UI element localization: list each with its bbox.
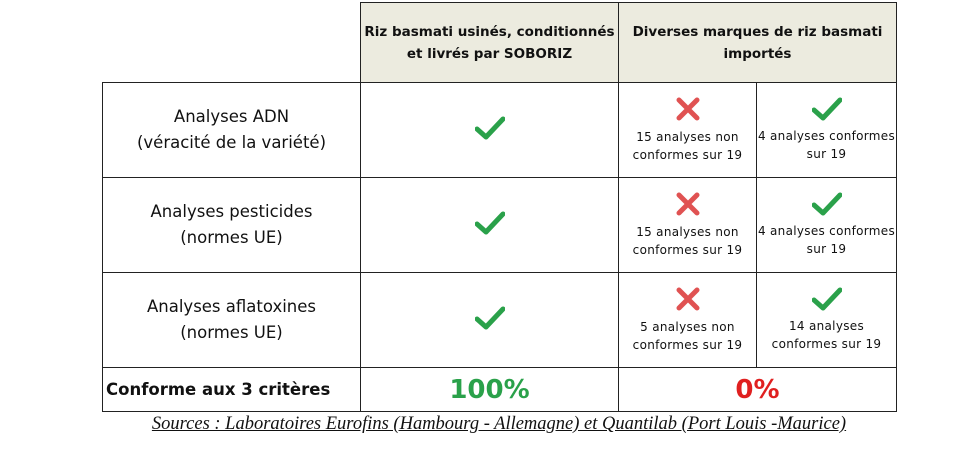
check-icon: [475, 116, 505, 140]
result-note-line-2: conformes sur 19: [632, 148, 743, 162]
table-row: [103, 273, 897, 368]
result-note-line-1: 15 analyses non: [636, 225, 739, 239]
imported-percentage: 0%: [619, 368, 897, 412]
cross-icon: [675, 191, 701, 217]
row-label: [103, 178, 361, 273]
check-icon: [812, 192, 842, 216]
result-note-line-1: 4 analyses conformes: [757, 129, 896, 143]
imported-conform-cell: [757, 83, 897, 178]
imported-nonconform-cell: [619, 178, 757, 273]
header-empty-cell: [103, 3, 361, 83]
table-row: [103, 83, 897, 178]
check-icon: [475, 306, 505, 330]
row-label-line-1: Analyses ADN: [173, 107, 290, 126]
footer-row: [103, 368, 897, 412]
result-note-line-1: 15 analyses non: [636, 130, 739, 144]
row-label: [103, 273, 361, 368]
result-note-line-2: conformes sur 19: [632, 243, 743, 257]
header-imported-line-2: importés: [723, 45, 792, 62]
result-note-line-2: conformes sur 19: [632, 338, 743, 352]
comparison-table-wrapper: [102, 2, 896, 412]
header-soboriz-line-1: Riz basmati usinés, conditionnés: [364, 23, 615, 40]
result-note-line-2: sur 19: [806, 147, 847, 161]
check-icon: [812, 287, 842, 311]
soboriz-result-cell: [361, 83, 619, 178]
result-note-line-1: 14 analyses: [788, 319, 865, 333]
check-icon: [812, 97, 842, 121]
row-label: [103, 83, 361, 178]
row-label-line-2: (normes UE): [180, 228, 283, 247]
imported-conform-cell: [757, 273, 897, 368]
table-row: [103, 178, 897, 273]
row-label-line-2: (normes UE): [180, 323, 283, 342]
header-imported: [619, 3, 897, 83]
footer-label: Conforme aux 3 critères: [103, 368, 361, 412]
result-note-line-1: 5 analyses non: [640, 320, 735, 334]
row-label-line-2: (véracité de la variété): [136, 133, 327, 152]
comparison-table: [102, 2, 897, 412]
row-label-line-1: Analyses pesticides: [150, 202, 313, 221]
soboriz-percentage: 100%: [361, 368, 619, 412]
result-note-line-1: 4 analyses conformes: [757, 224, 896, 238]
header-soboriz: [361, 3, 619, 83]
imported-nonconform-cell: [619, 273, 757, 368]
soboriz-result-cell: [361, 273, 619, 368]
header-imported-line-1: Diverses marques de riz basmati: [632, 23, 883, 40]
result-note-line-2: sur 19: [806, 242, 847, 256]
header-row: [103, 3, 897, 83]
header-soboriz-line-2: et livrés par SOBORIZ: [406, 45, 573, 62]
soboriz-result-cell: [361, 178, 619, 273]
sources-note: Sources : Laboratoires Eurofins (Hambourg - Allemagne) et Quantilab (Port Louis -Maurice): [151, 414, 847, 434]
cross-icon: [675, 96, 701, 122]
result-note-line-2: conformes sur 19: [771, 337, 882, 351]
cross-icon: [675, 286, 701, 312]
check-icon: [475, 211, 505, 235]
imported-conform-cell: [757, 178, 897, 273]
row-label-line-1: Analyses aflatoxines: [146, 297, 317, 316]
imported-nonconform-cell: [619, 83, 757, 178]
